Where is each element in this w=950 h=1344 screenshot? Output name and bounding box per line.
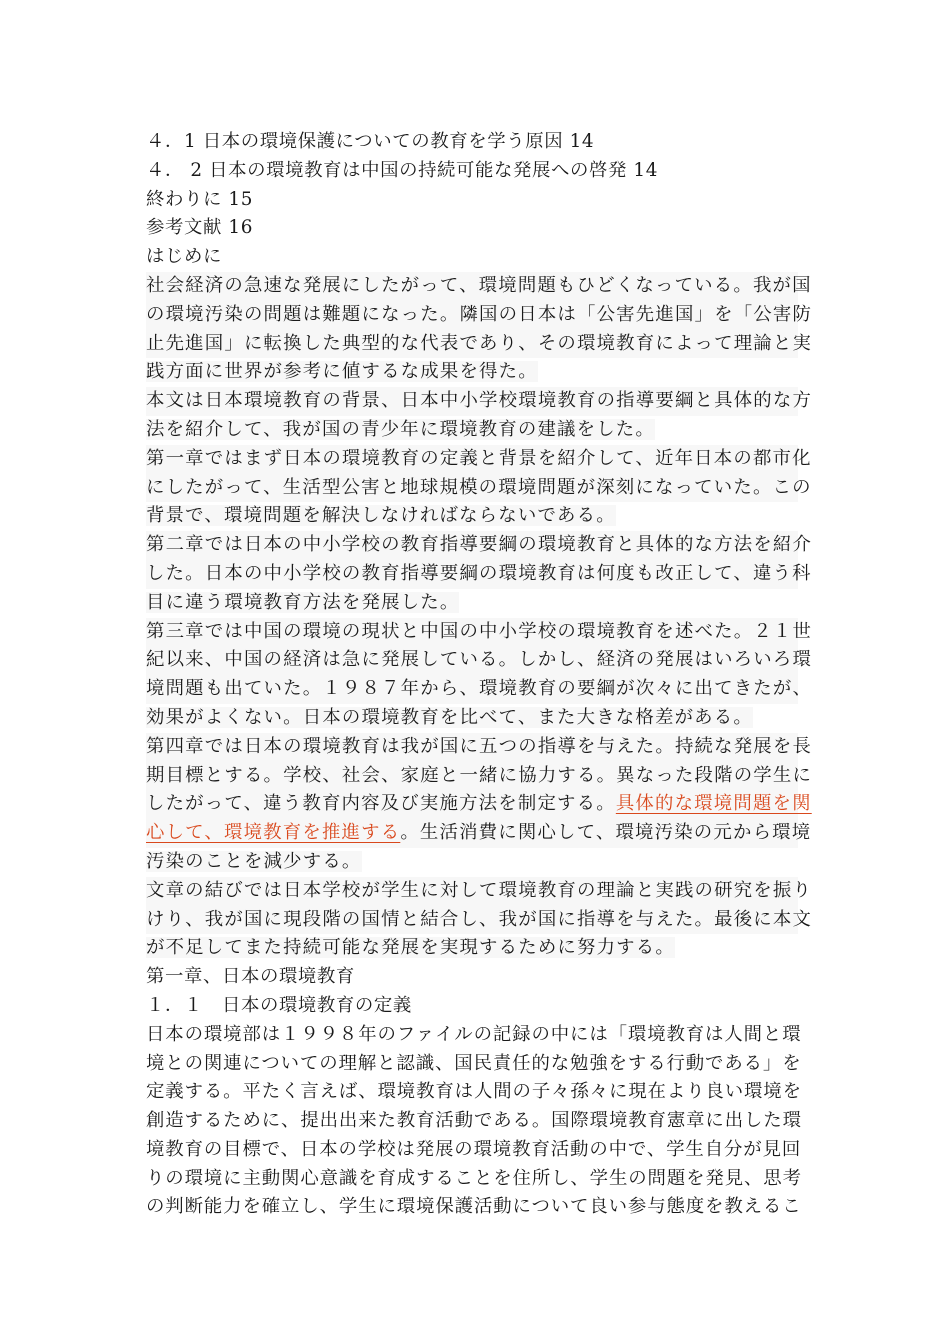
paragraph-line: の環境汚染の問題は難題になった。隣国の日本は「公害先進国」を「公害防: [146, 301, 798, 330]
paragraph-line: の判断能力を確立し、学生に環境保護活動について良い参与態度を教えるこ: [146, 1196, 802, 1218]
toc-entry[interactable]: ４．1 日本の環境保護についての教育を学う原因 14: [146, 131, 595, 152]
paragraph-line: 第二章では日本の中小学校の教育指導要綱の環境教育と具体的な方法を紹介: [146, 531, 798, 560]
section-heading: １．１ 日本の環境教育の定義: [146, 994, 412, 1016]
paragraph-line: 止先進国」に転換した典型的な代表であり、その環境教育によって理論と実: [146, 330, 798, 359]
paragraph-line: にしたがって、生活型公害と地球規模の環境問題が深刻になっていた。この: [146, 474, 798, 503]
paragraph-line: 目に違う環境教育方法を発展した。: [146, 591, 460, 613]
paragraph-text: したがって、違う教育内容及び実施方法を制定する。: [146, 793, 616, 815]
paragraph-line: が不足してまた持続可能な発展を実現するために努力する。: [146, 937, 675, 959]
chapter-heading: 第一章、日本の環境教育: [146, 966, 355, 988]
paragraph-line: 紀以来、中国の経済は急に発展している。しかし、経済の発展はいろいろ環: [146, 646, 798, 675]
intro-heading: はじめに: [146, 246, 222, 268]
document-body: [146, 128, 813, 1222]
paragraph-line: [146, 819, 812, 848]
toc-entry[interactable]: 参考文献 16: [146, 217, 254, 239]
paragraph-line: 効果がよくない。日本の環境教育を比べて、また大きな格差がある。: [146, 706, 753, 728]
paragraph-line: 日本の環境部は１９９８年のファイルの記録の中には「環境教育は人間と環: [146, 1023, 802, 1045]
paragraph-line: 汚染のことを減少する。: [146, 850, 362, 872]
paragraph-line: 践方面に世界が参考に値するな成果を得た。: [146, 361, 538, 383]
paragraph-line: [146, 790, 812, 819]
paragraph-line: りの環境に主動関心意識を育成することを住所し、学生の問題を発見、思考: [146, 1167, 802, 1189]
paragraph-line: 創造するために、提出出来た教育活動である。国際環境教育憲章に出した環: [146, 1110, 802, 1132]
paragraph-line: 社会経済の急速な発展にしたがって、環境問題もひどくなっている。我が国: [146, 272, 798, 301]
inline-link[interactable]: 具体的な環境問題を関: [615, 793, 812, 815]
paragraph-line: 境教育の目標で、日本の学校は発展の環境教育活動の中で、学生自分が見回: [146, 1138, 802, 1160]
paragraph-line: 第三章では中国の環境の現状と中国の中小学校の環境教育を述べた。２１世: [146, 618, 798, 647]
paragraph-line: けり、我が国に現段階の国情と結合し、我が国に指導を与えた。最後に本文: [146, 906, 798, 935]
paragraph-line: 文章の結びでは日本学校が学生に対して環境教育の理論と実践の研究を振り: [146, 877, 798, 906]
toc-entry[interactable]: ４． 2 日本の環境教育は中国の持続可能な発展への啓発 14: [146, 159, 659, 181]
paragraph-line: 第四章では日本の環境教育は我が国に五つの指導を与えた。持続な発展を長: [146, 733, 798, 762]
paragraph-line: 法を紹介して、我が国の青少年に環境教育の建議をした。: [146, 418, 655, 440]
paragraph-line: した。日本の中小学校の教育指導要綱の環境教育は何度も改正して、違う科: [146, 560, 798, 589]
inline-link[interactable]: 心して、環境教育を推進する: [146, 822, 401, 844]
paragraph-line: 定義する。平たく言えば、環境教育は人間の子々孫々に現在より良い環境を: [146, 1081, 802, 1103]
paragraph-line: 境問題も出ていた。１９８７年から、環境教育の要綱が次々に出てきたが、: [146, 675, 798, 704]
paragraph-line: 境との関連についての理解と認識、国民責任的な勉強をする行動である」を: [146, 1052, 802, 1074]
paragraph-text: 。生活消費に関心して、環境汚染の元から環境: [400, 822, 812, 844]
paragraph-line: 本文は日本環境教育の背景、日本中小学校環境教育の指導要綱と具体的な方: [146, 387, 798, 416]
paragraph-line: 背景で、環境問題を解決しなければならないである。: [146, 505, 616, 527]
paragraph-line: 期目標とする。学校、社会、家庭と一緒に協力する。異なった段階の学生に: [146, 762, 798, 791]
toc-entry[interactable]: 終わりに 15: [146, 188, 254, 210]
paragraph-line: 第一章ではまず日本の環境教育の定義と背景を紹介して、近年日本の都市化: [146, 445, 798, 474]
